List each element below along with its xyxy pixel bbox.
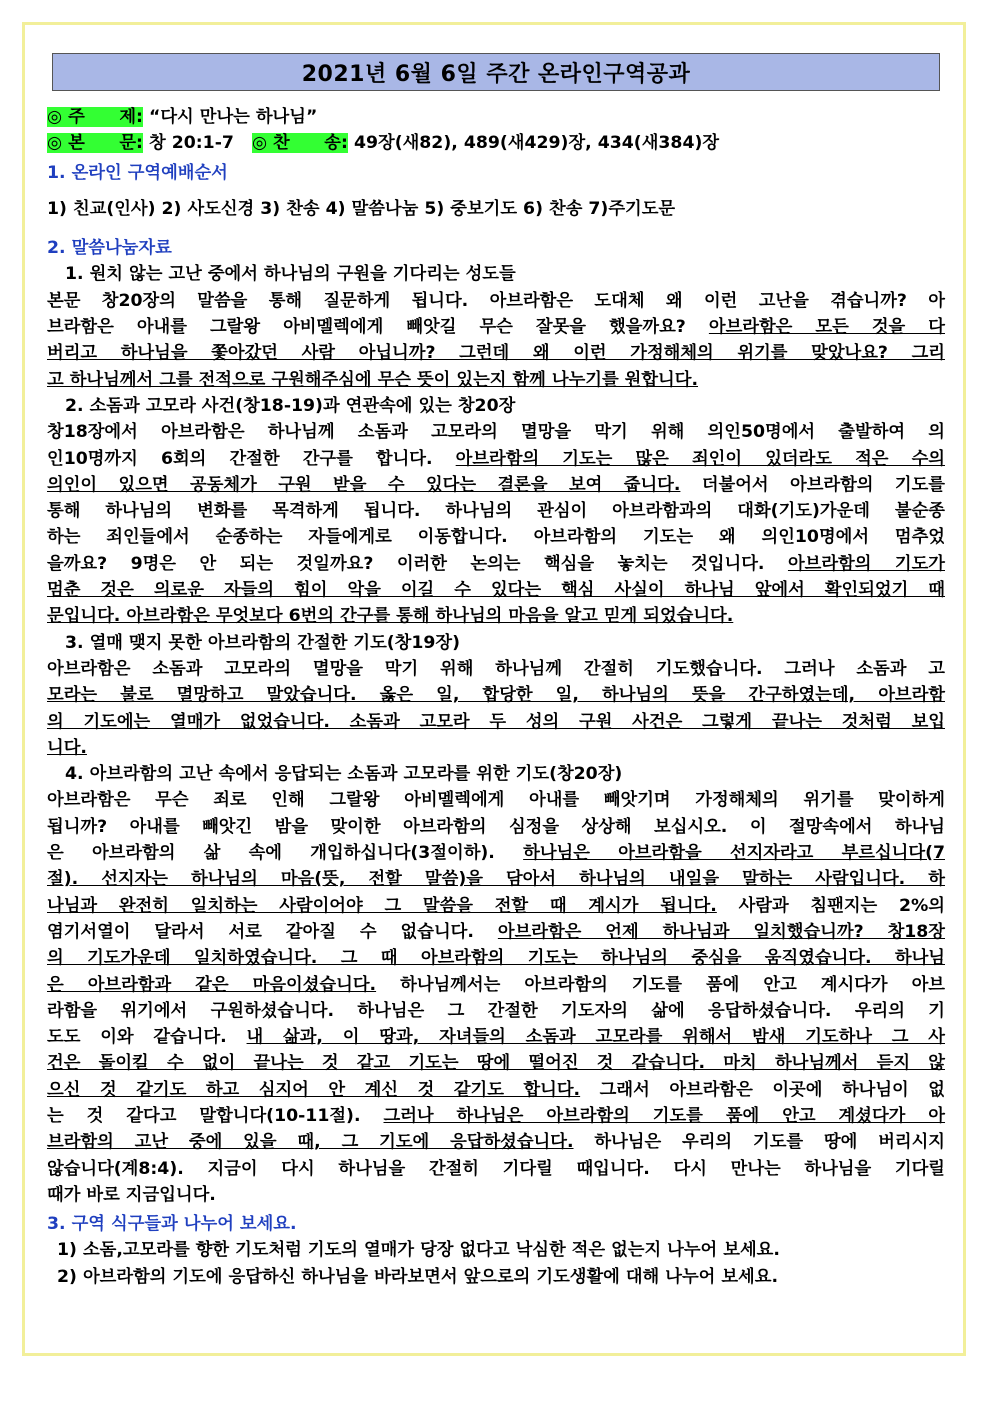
meta-theme-row	[47, 104, 945, 130]
hymn-label: ◎ 찬 송:	[251, 133, 348, 154]
p4-line: 않습니다(계8:4). 지금이 다시 하나님을 간절히 기다릴 때입니다. 다시 만나는 하나님을 기다릴	[47, 1158, 945, 1179]
p1-line: 버리고 하나님을 쫓아갔던 사람 아닙니까? 그런데 왜 이런 가정해체의 위기를 맞았나요? 그리	[47, 343, 945, 364]
p2-line: 하는 죄인들에서 순종하는 자들에게로 이동합니다. 아브라함의 기도는 왜 의인10명에서 멈추었	[47, 527, 945, 548]
p2-line: 문입니다. 아브라함은 무엇보다 6번의 간구를 통해 하나님의 마음을 알고 믿게 되었습니다.	[47, 606, 734, 627]
p4-line: 절). 선지자는 하나님의 마음(뜻, 전할 말씀)을 담아서 하나님의 내일을 말하는 사람입니다. 하	[47, 869, 945, 890]
p4-line: 은 아브라함의 삶 속에 개입하십니다(3절이하). 하나님은 아브라함을 선지자라고 부르십니다(7	[47, 843, 945, 864]
p3-line: 아브라함은 소돔과 고모라의 멸망을 막기 위해 하나님께 간절히 기도했습니다. 그러나 소돔과 고	[47, 658, 945, 679]
meta-text-row	[47, 130, 945, 156]
p4-line: 나님과 완전히 일치하는 사람이어야 그 말씀을 전할 때 계시가 됩니다. 사람과 침팬지는 2%의	[47, 895, 945, 916]
document-body	[47, 104, 945, 1290]
section2-heading: 2. 말씀나눔자료	[47, 238, 172, 259]
section3-heading: 3. 구역 식구들과 나누어 보세요.	[47, 1214, 297, 1235]
p2-line: 인10명까지 6회의 간절한 간구를 합니다. 아브라함의 기도는 많은 죄인이 있더라도 적은 수의	[47, 448, 945, 469]
page-title-text: 2021년 6월 6일 주간 온라인구역공과	[301, 61, 691, 87]
text-label: ◎ 본 문:	[47, 133, 143, 154]
p1-line: 고 하나님께서 그를 전적으로 구원해주심에 무슨 뜻이 있는지 함께 나누기를 원합니다.	[47, 369, 699, 390]
p3-line: 모라는 불로 멸망하고 말았습니다. 옳은 일, 합당한 일, 하나님의 뜻을 간구하였는데, 아브라함	[47, 685, 945, 706]
p2-line: 을까요? 9명은 안 되는 것일까요? 이러한 논의는 핵심을 놓치는 것입니다. 아브라함의 기도가	[47, 553, 945, 574]
section1-heading: 1. 온라인 구역예배순서	[47, 162, 228, 183]
theme-value: “다시 만나는 하나님”	[149, 107, 318, 127]
p4-line: 염기서열이 달라서 서로 같아질 수 없습니다. 아브라함은 언제 하나님과 일치했습니까? 창18장	[47, 921, 946, 942]
text-value: 창 20:1-7	[149, 133, 234, 154]
p4-line: 는 것 같다고 말합니다(10-11절). 그러나 하나님은 아브라함의 기도를 품에 안고 계셨다가 아	[47, 1105, 946, 1126]
p4-line: 건은 돌이킬 수 없이 끝나는 것 같고 기도는 땅에 떨어진 것 같습니다. 마치 하나님께서 듣지 않	[47, 1053, 945, 1074]
p1-line: 본문 창20장의 말씀을 통해 질문하게 됩니다. 아브라함은 도대체 왜 이런 고난을 겪습니까? 아	[47, 290, 945, 311]
p4-line: 도도 이와 같습니다. 내 삶과, 이 땅과, 자녀들의 소돔과 고모라를 위해서 밤새 기도하나 그 사	[47, 1027, 945, 1048]
worship-order: 1) 친교(인사) 2) 사도신경 3) 찬송 4) 말씀나눔 5) 중보기도 6) 찬송 7)주기도문	[47, 198, 676, 219]
p4-line: 은 아브라함과 같은 마음이셨습니다. 하나님께서는 아브라함의 기도를 품에 안고 계시다가 아브	[47, 974, 945, 995]
p3-line: 의 기도에는 열매가 없었습니다. 소돔과 고모라 두 성의 구원 사건은 그렇게 끝나는 것처럼 보입	[47, 711, 945, 732]
p4-line: 됩니까? 아내를 빼앗긴 밤을 맞이한 아브라함의 심정을 상상해 보십시오. 이 절망속에서 하나님	[47, 816, 945, 837]
p4-title: 4. 아브라함의 고난 속에서 응답되는 소돔과 고모라를 위한 기도(창20장)	[65, 764, 623, 785]
p2-title: 2. 소돔과 고모라 사건(창18-19)과 연관속에 있는 창20장	[65, 395, 516, 416]
p4-line: 브라함의 고난 중에 있을 때, 그 기도에 응답하셨습니다. 하나님은 우리의 기도를 땅에 버리시지	[47, 1132, 945, 1153]
theme-label: ◎ 주 제:	[47, 107, 143, 127]
discussion-question-2: 2) 아브라함의 기도에 응답하신 하나님을 바라보면서 앞으로의 기도생활에 대해 나누어 보세요.	[57, 1266, 779, 1287]
p3-title: 3. 열매 맺지 못한 아브라함의 간절한 기도(창19장)	[65, 632, 461, 653]
p2-line: 멈춘 것은 의로운 자들의 힘이 악을 이길 수 있다는 핵심 사실이 하나님 앞에서 확인되었기 때	[47, 580, 945, 601]
p4-line: 의 기도가운데 일치하였습니다. 그 때 아브라함의 기도는 하나님의 중심을 움직였습니다. 하나님	[47, 948, 945, 969]
p1-title: 1. 원치 않는 고난 중에서 하나님의 구원을 기다리는 성도들	[65, 264, 516, 285]
p3-line: 니다.	[47, 737, 87, 758]
hymn-value: 49장(새82), 489(새429)장, 434(새384)장	[353, 133, 720, 154]
p2-line: 의인이 있으면 공동체가 구원 받을 수 있다는 결론을 보여 줍니다. 더불어서 아브라함의 기도를	[47, 474, 945, 495]
p4-line: 아브라함은 무슨 죄로 인해 그랄왕 아비멜렉에게 아내를 빼앗기며 가정해체의 위기를 맞이하게	[47, 790, 945, 811]
p2-line: 통해 하나님의 변화를 목격하게 됩니다. 하나님의 관심이 아브라함과의 대화(기도)가운데 불순종	[47, 501, 945, 522]
discussion-question-1: 1) 소돔,고모라를 향한 기도처럼 기도의 열매가 당장 없다고 낙심한 적은 없는지 나누어 보세요.	[57, 1240, 780, 1261]
p4-line: 으신 것 같기도 하고 심지어 안 계신 것 같기도 합니다. 그래서 아브라함은 이곳에 하나님이 없	[47, 1079, 945, 1100]
page-title	[52, 53, 940, 91]
p2-line: 창18장에서 아브라함은 하나님께 소돔과 고모라의 멸망을 막기 위해 의인50명에서 출발하여 의	[47, 422, 945, 443]
p4-line: 라함을 위기에서 구원하셨습니다. 하나님은 그 간절한 기도자의 삶에 응답하셨습니다. 우리의 기	[47, 1000, 945, 1021]
p4-line: 때가 바로 지금입니다.	[47, 1184, 216, 1205]
p1-line: 브라함은 아내를 그랄왕 아비멜렉에게 빼앗길 무슨 잘못을 했을까요? 아브라함은 모든 것을 다	[47, 317, 945, 338]
